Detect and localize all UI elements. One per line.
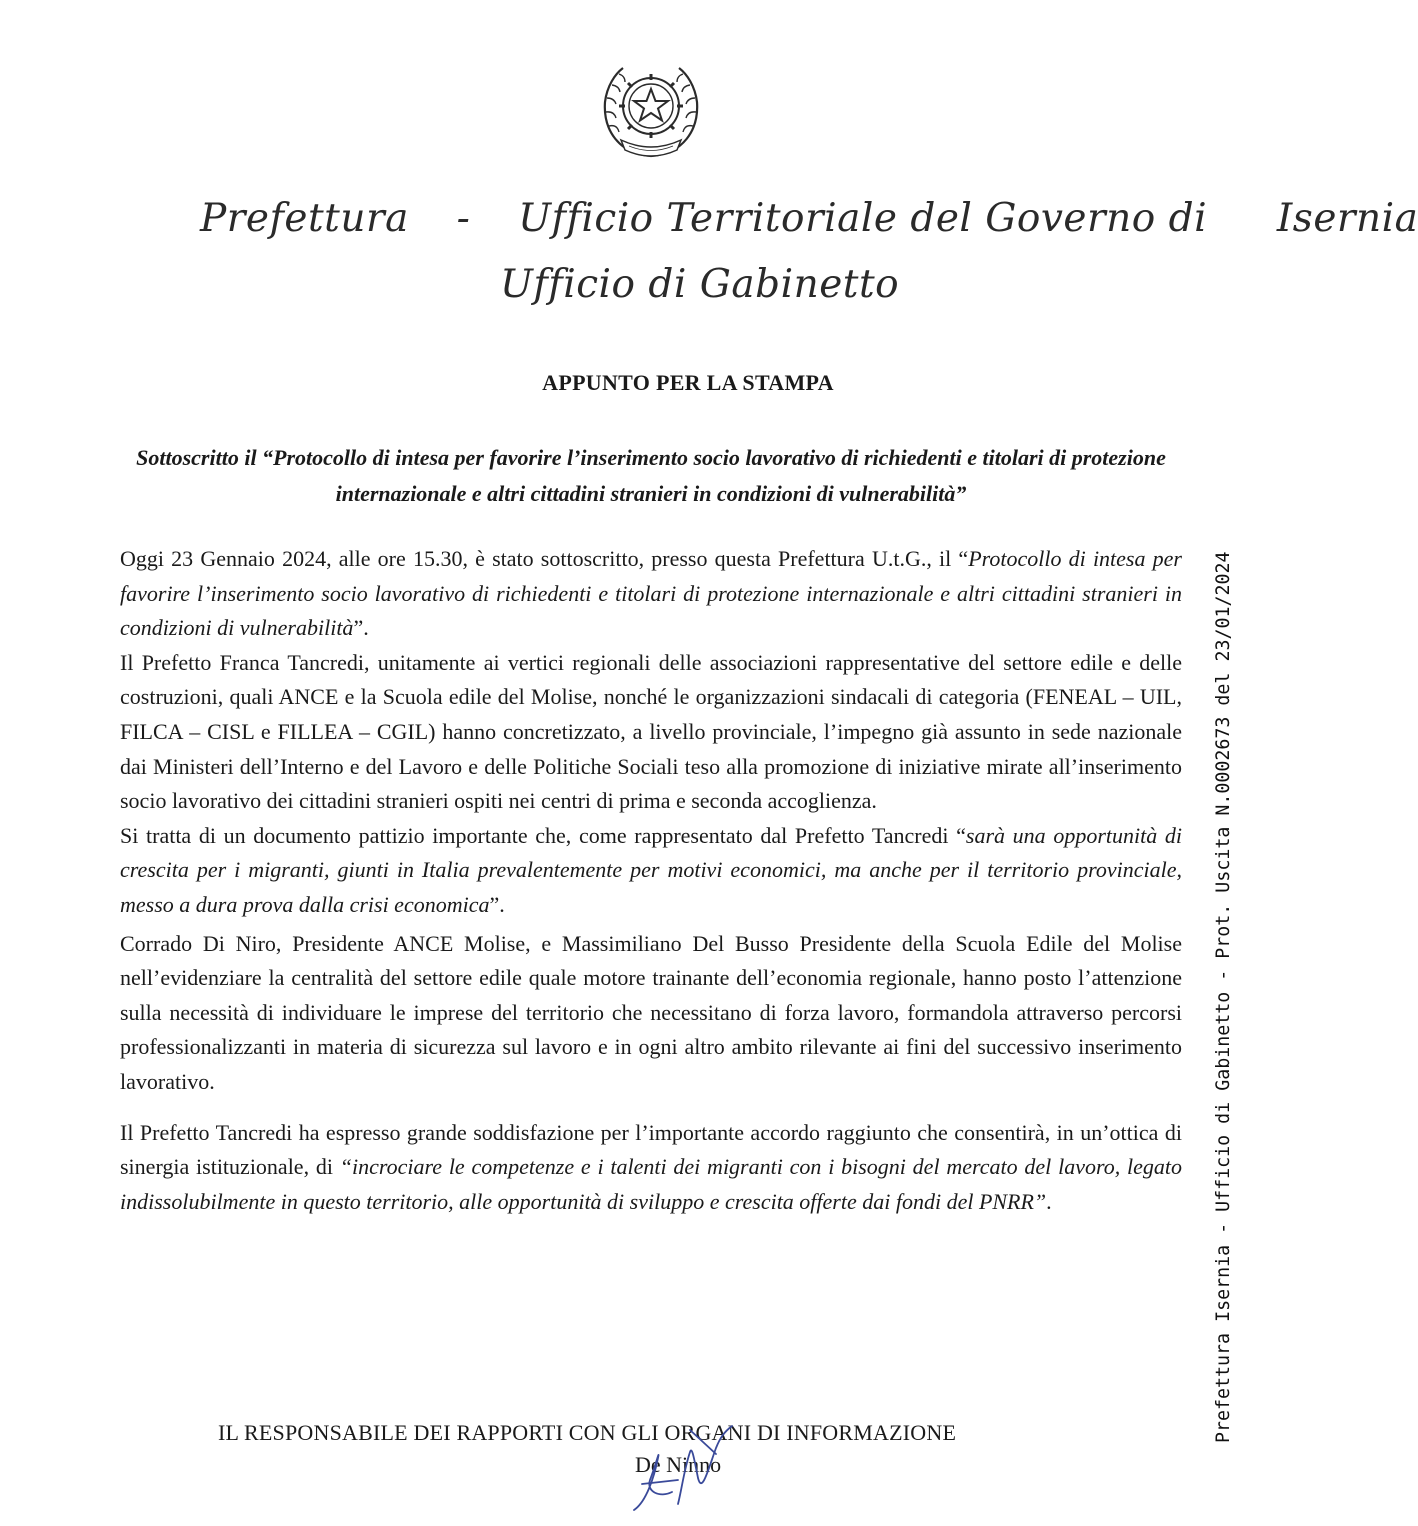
paragraph-5-quote: “incrociare le competenze e i talenti dei migranti con i bisogni del mercato del lavoro, legato indissolubilmente in questo territorio, alle opportunità di sviluppo e crescita offerte dai fondi del PNRR” [120,1154,1182,1214]
paragraph-3-text: Si tratta di un documento pattizio importante che, come rappresentato dal Prefetto Tancredi “ [120,822,966,848]
republic-emblem-icon [597,56,705,164]
paragraph-1-text: Oggi 23 Gennaio 2024, alle ore 15.30, è stato sottoscritto, presso questa Prefettura U.t.G., il “ [120,546,969,571]
paragraph-5 [120,1116,1182,1220]
paragraph-3-quote: sarà una opportunità di crescita per i migranti, giunti in Italia prevalentemente per motivi economici, ma anche per il territorio provinciale, messo a dura prova dalla crisi economica [120,822,1182,917]
header-gabinetto-line: Ufficio di Gabinetto [500,262,900,307]
paragraph-3-end: ”. [489,891,505,917]
document-body [120,542,1182,1219]
paragraph-2: Il Prefetto Franca Tancredi, unitamente ai vertici regionali delle associazioni rappresentative del settore edile e delle costruzioni, quali ANCE e la Scuola edile del Molise, nonché le organizzazioni sindacali di categoria (FENEAL – UIL, FILCA – CISL e FILLEA – CGIL) hanno concretizzato, a livello provinciale, l’impegno già assunto in sede nazionale dai Ministeri dell’Interno e del Lavoro e delle Politiche Sociali teso alla promozione di iniziative mirate all’inserimento socio lavorativo dei cittadini stranieri ospiti nei centri di prima e seconda accoglienza. [120,649,1182,814]
paragraph-4: Corrado Di Niro, Presidente ANCE Molise, e Massimiliano Del Busso Presidente della Scuola Edile del Molise nell’evidenziare la centralità del settore edile quale motore trainante dell’economia regionale, hanno posto l’attenzione sulla necessità di individuare le imprese del territorio che necessitano di forza lavoro, formandola attraverso percorsi professionalizzanti in materia di sicurezza sul lavoro e in ogni altro ambito rilevante ai fini del successivo inserimento lavorativo. [120,930,1182,1094]
signature-name: De Ninno [635,1452,722,1477]
paragraph-5-end: . [1046,1188,1052,1214]
paragraph-1 [120,542,1182,646]
document-subtitle: Sottoscritto il “Protocollo di intesa per favorire l’inserimento socio lavorativo di richiedenti e titolari di protezione internazionale e altri cittadini stranieri in condizioni di vulnerabilità” [136,445,1166,506]
header-dash: - [456,196,471,241]
header-ufficio-territoriale: Ufficio Territoriale del Governo di [518,196,1208,241]
paragraph-1-quote: Protocollo di intesa per favorire l’inserimento socio lavorativo di richiedenti e titolari di protezione internazionale e altri cittadini stranieri in condizioni di vulnerabilità [120,546,1182,641]
signature-role: IL RESPONSABILE DEI RAPPORTI CON GLI ORGANI DI INFORMAZIONE [218,1420,957,1445]
protocol-stamp: Prefettura Isernia - Ufficio di Gabinetto - Prot. Uscita N.0002673 del 23/01/2024 [1213,551,1234,1443]
document-title: APPUNTO PER LA STAMPA [542,370,834,395]
header-prefettura: Prefettura [200,196,409,241]
handwritten-signature-icon [620,1418,760,1518]
header-office-line [200,196,1418,241]
header-city: Isernia [1276,196,1418,241]
paragraph-1-end: ”. [353,615,369,641]
paragraph-5-text: Il Prefetto Tancredi ha espresso grande soddisfazione per l’importante accordo raggiunto che consentirà, in un’ottica di sinergia istituzionale, di [120,1119,1182,1180]
paragraph-3 [120,819,1182,923]
